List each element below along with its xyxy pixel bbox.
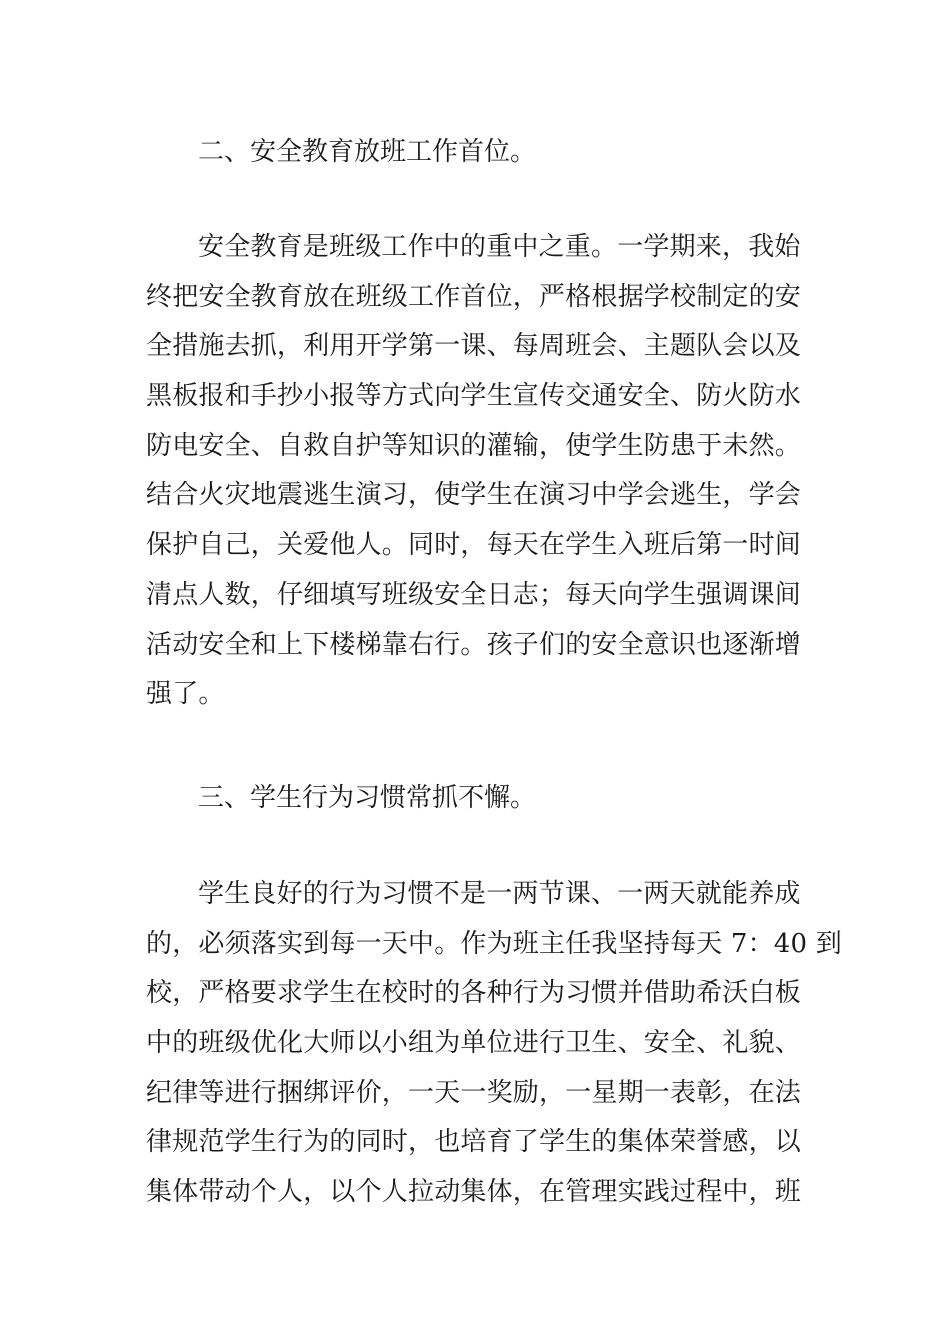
paragraph-line: 律规范学生行为的同时，也培育了学生的集体荣誉感，以 <box>146 1127 802 1158</box>
paragraph-3 <box>146 870 842 1218</box>
section-heading-2: 二、安全教育放班工作首位。 <box>198 137 537 167</box>
paragraph-line: 保护自己，关爱他人。同时，每天在学生入班后第一时间 <box>146 530 802 561</box>
paragraph-line: 终把安全教育放在班级工作首位，严格根据学校制定的安 <box>146 281 802 312</box>
paragraph-line: 全措施去抓，利用开学第一课、每周班会、主题队会以及 <box>146 331 802 362</box>
paragraph-line: 纪律等进行捆绑评价，一天一奖励，一星期一表彰，在法 <box>146 1077 802 1108</box>
paragraph-line: 中的班级优化大师以小组为单位进行卫生、安全、礼貌、 <box>146 1028 802 1059</box>
section-heading-3: 三、学生行为习惯常抓不懈。 <box>198 783 537 813</box>
paragraph-line: 安全教育是班级工作中的重中之重。一学期来，我始 <box>198 232 801 262</box>
paragraph-line: 强了。 <box>146 679 225 710</box>
paragraph-line: 防电安全、自救自护等知识的灌输，使学生防患于未然。 <box>146 430 802 461</box>
paragraph-line: 学生良好的行为习惯不是一两节课、一两天就能养成 <box>198 879 801 909</box>
paragraph-line: 活动安全和上下楼梯靠右行。孩子们的安全意识也逐渐增 <box>146 629 802 660</box>
paragraph-2 <box>146 223 816 720</box>
paragraph-line: 的，必须落实到每一天中。作为班主任我坚持每天 7：40 到 <box>146 928 842 959</box>
paragraph-line: 集体带动个人，以个人拉动集体，在管理实践过程中，班 <box>146 1177 802 1208</box>
paragraph-line: 结合火灾地震逃生演习，使学生在演习中学会逃生，学会 <box>146 480 802 511</box>
paragraph-line: 校，严格要求学生在校时的各种行为习惯并借助希沃白板 <box>146 978 802 1009</box>
paragraph-line: 清点人数，仔细填写班级安全日志；每天向学生强调课间 <box>146 579 802 610</box>
paragraph-line: 黑板报和手抄小报等方式向学生宣传交通安全、防火防水 <box>146 381 802 412</box>
